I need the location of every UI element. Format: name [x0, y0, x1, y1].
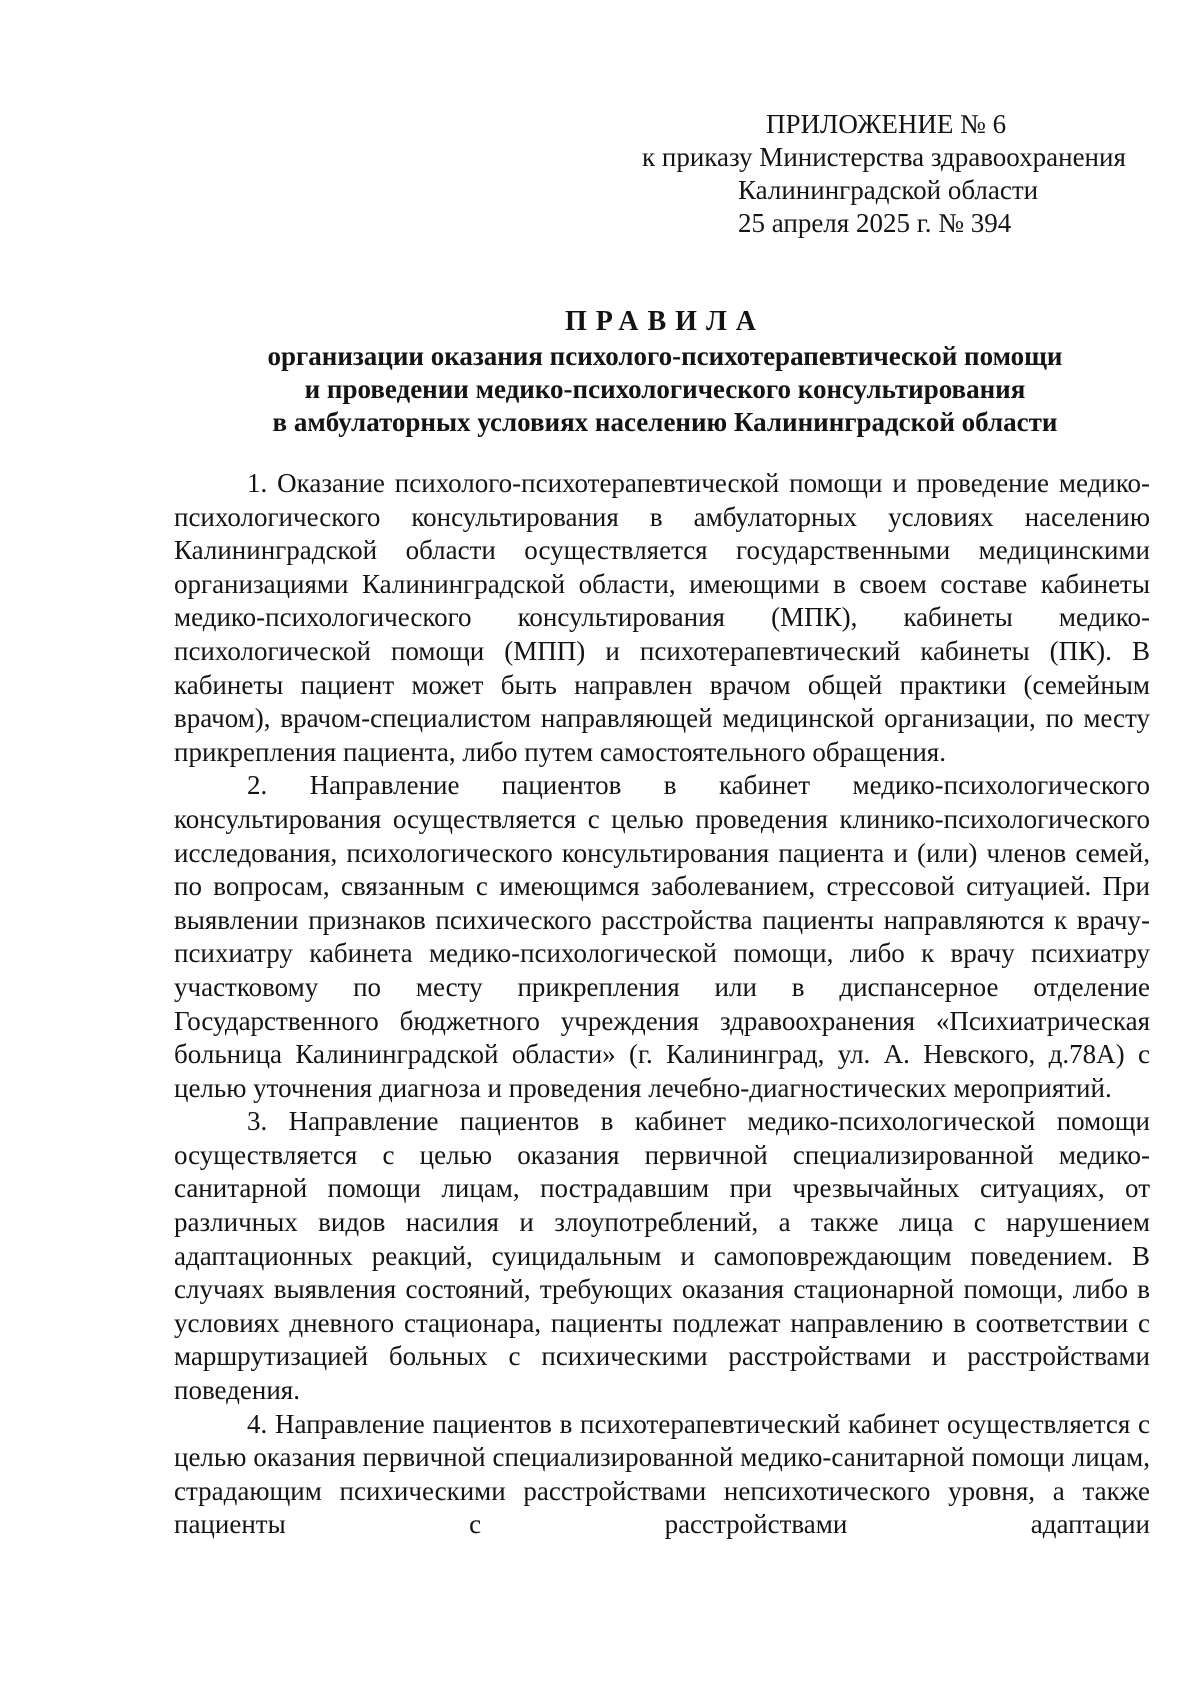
title-heading: ПРАВИЛА: [564, 306, 766, 337]
document-title: [170, 305, 1160, 439]
title-line-3: в амбулаторных условиях населению Калининградской области: [272, 407, 1058, 437]
title-line-2: и проведении медико-психологического консультирования: [304, 374, 1026, 404]
appendix-date: 25 апреля 2025 г. № 394: [738, 208, 1012, 238]
paragraph-4: 4. Направление пациентов в психотерапевтический кабинет осуществляется с целью оказания первичной специализированной медико-санитарной помощи лицам, страдающим психическими расстройствами непсихотического уровня, а также пациенты с расстройствами адаптации: [174, 1408, 1150, 1540]
paragraph-2: 2. Направление пациентов в кабинет медико-психологического консультирования осуществляется с целью проведения клинико-психологического исследования, психологического консультирования пациента и (или) членов семей, по вопросам, связанным с имеющимся заболеванием, стрессовой ситуацией. При выявлении признаков психического расстройства пациенты направляются к врачу-психиатру кабинета медико-психологической помощи, либо к врачу психиатру участковому по месту прикрепления или в диспансерное отделение Государственного бюджетного учреждения здравоохранения «Психиатрическая больница Калининградской области» (г. Калининград, ул. А. Невского, д.78А) с целью уточнения диагноза и проведения лечебно-диагностических мероприятий.: [174, 770, 1150, 1103]
appendix-header: [642, 108, 1162, 240]
document-body: [174, 467, 1150, 1542]
paragraph-3: 3. Направление пациентов в кабинет медико-психологической помощи осуществляется с целью оказания первичной специализированной медико-санитарной помощи лицам, пострадавшим при чрезвычайных ситуациях, от различных видов насилия и злоупотреблений, а также лица с нарушением адаптационных реакций, суицидальным и самоповреждающим поведением. В случаях выявления состояний, требующих оказания стационарной помощи, либо в условиях дневного стационара, пациенты подлежат направлению в соответствии с маршрутизацией больных с психическими расстройствами и расстройствами поведения.: [174, 1106, 1150, 1406]
appendix-region: Калининградской области: [738, 175, 1039, 205]
appendix-order-reference: к приказу Министерства здравоохранения: [642, 142, 1126, 172]
title-line-1: организации оказания психолого-психотерапевтической помощи: [267, 341, 1063, 371]
appendix-number: ПРИЛОЖЕНИЕ № 6: [766, 109, 1007, 139]
paragraph-1: 1. Оказание психолого-психотерапевтической помощи и проведение медико-психологического консультирования в амбулаторных условиях населению Калининградской области осуществляется государственными медицинскими организациями Калининградской области, имеющими в своем составе кабинеты медико-психологического консультирования (МПК), кабинеты медико-психологической помощи (МПП) и психотерапевтический кабинеты (ПК). В кабинеты пациент может быть направлен врачом общей практики (семейным врачом), врачом-специалистом направляющей медицинской организации, по месту прикрепления пациента, либо путем самостоятельного обращения.: [174, 468, 1150, 767]
